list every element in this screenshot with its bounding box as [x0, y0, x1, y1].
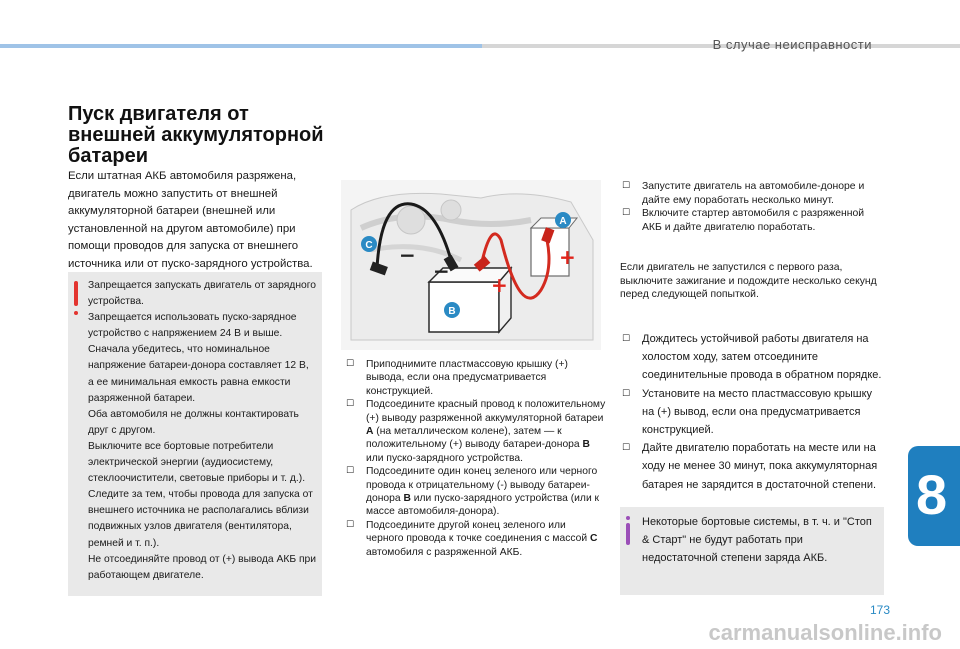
header-bar-accent: [0, 44, 482, 48]
minus-sign: −: [399, 243, 416, 267]
step-text: автомобиля с разряженной АКБ.: [366, 546, 523, 558]
warning-line: Сначала убедитесь, что номинальное напряжение батареи-донора составляет 12 В, а ее минимальная емкость равна емкости разряженной батареи.: [88, 344, 309, 404]
info-box: [620, 507, 884, 595]
label-a: A: [559, 216, 567, 227]
warning-line: Запрещается запускать двигатель от зарядного устройства.: [88, 280, 316, 308]
page-title: Пуск двигателя от внешней аккумуляторной батареи: [68, 103, 324, 167]
step-text: Подсоедините один конец зеленого или черного провода к отрицательному (-) выводу батареи-донора: [366, 466, 598, 505]
warning-text: [88, 278, 316, 584]
warning-line: Следите за тем, чтобы провода для запуска от внешнего источника не располагались вблизи подвижных узлов двигателя (вентилятора, ремней и т. п.).: [88, 489, 313, 549]
page-number: 173: [869, 603, 890, 617]
jump-start-illustration: [341, 180, 601, 350]
step-label: B: [403, 493, 411, 505]
list-item: [344, 519, 606, 559]
plus-sign: +: [559, 245, 576, 269]
list-item: ☐ Включите стартер автомобиля с разряженной АКБ и дайте двигателю поработать.: [620, 207, 885, 234]
list-item: [344, 398, 606, 465]
list-item: ☐ Дождитесь устойчивой работы двигателя на холостом ходу, затем отсоедините соединительные провода в обратном порядке.: [620, 330, 882, 385]
list-item: ☐ Запустите двигатель на автомобиле-доноре и дайте ему поработать несколько минут.: [620, 180, 885, 207]
chapter-tab: [908, 446, 960, 546]
step-label: A: [366, 426, 374, 438]
warning-line: Оба автомобиля не должны контактировать друг с другом.: [88, 408, 299, 436]
watermark: carmanualsonline.info: [708, 620, 942, 645]
warning-line: Не отсоединяйте провод от (+) вывода АКБ при работающем двигателе.: [88, 553, 316, 581]
section-title: В случае неисправности: [712, 37, 872, 52]
step-text: или пуско-зарядного устройства (или к массе автомобиля-донора).: [366, 493, 600, 518]
steps-list-right-top: [620, 180, 885, 234]
step-text: (на металлическом колене), затем — к положительному (+) выводу батареи-донора: [366, 426, 583, 451]
chapter-number: 8: [916, 463, 948, 526]
warning-line: Выключите все бортовые потребители электрической энергии (аудиосистему, стеклоочистители, световые приборы и т. д.).: [88, 440, 306, 485]
label-b: B: [448, 306, 456, 317]
step-text: или пуско-зарядного устройства.: [366, 452, 523, 464]
donor-battery: [429, 282, 499, 332]
step-label: C: [589, 533, 598, 545]
info-icon: [626, 516, 630, 520]
retry-note: Если двигатель не запустился с первого раза, выключите зажигание и подождите несколько секунд перед следующей попыткой.: [620, 262, 877, 300]
warning-box: [68, 272, 322, 596]
label-c: C: [365, 240, 373, 251]
step-text: Приподнимите пластмассовую крышку (+) вывода, если она предусматривается конструкцией.: [366, 359, 568, 397]
step-text: Подсоедините красный провод к положительному (+) выводу разряженной аккумуляторной батареи: [366, 399, 606, 424]
step-text: Подсоедините другой конец зеленого или черного провода к точке соединения с массой: [366, 519, 590, 545]
steps-list-left: [344, 358, 606, 559]
list-item: ☐ Установите на место пластмассовую крышку на (+) вывод, если она предусматривается конструкцией.: [620, 385, 882, 440]
list-item: [344, 465, 606, 519]
step-label: B: [582, 439, 590, 451]
steps-list-right-bottom: [620, 330, 882, 494]
intro-paragraph: Если штатная АКБ автомобиля разряжена, двигатель можно запустить от внешней аккумуляторной батареи (внешней или установленной на другом автомобиле) при помощи проводов для запуска от внешнего источника или от пуско-зарядного устройства.: [68, 170, 313, 270]
list-item: [344, 358, 606, 398]
info-text: Некоторые бортовые системы, в т. ч. и "Стоп & Старт" не будут работать при недостаточной степени заряда АКБ.: [642, 516, 872, 564]
list-item: ☐ Дайте двигателю поработать на месте или на ходу не менее 30 минут, пока аккумуляторная батарея не зарядится в достаточной степени.: [620, 439, 882, 494]
minus-sign: −: [433, 259, 450, 283]
warning-icon: [74, 281, 78, 306]
warning-line: Запрещается использовать пуско-зарядное устройство с напряжением 24 В и выше.: [88, 312, 297, 340]
plus-sign: +: [491, 273, 508, 297]
